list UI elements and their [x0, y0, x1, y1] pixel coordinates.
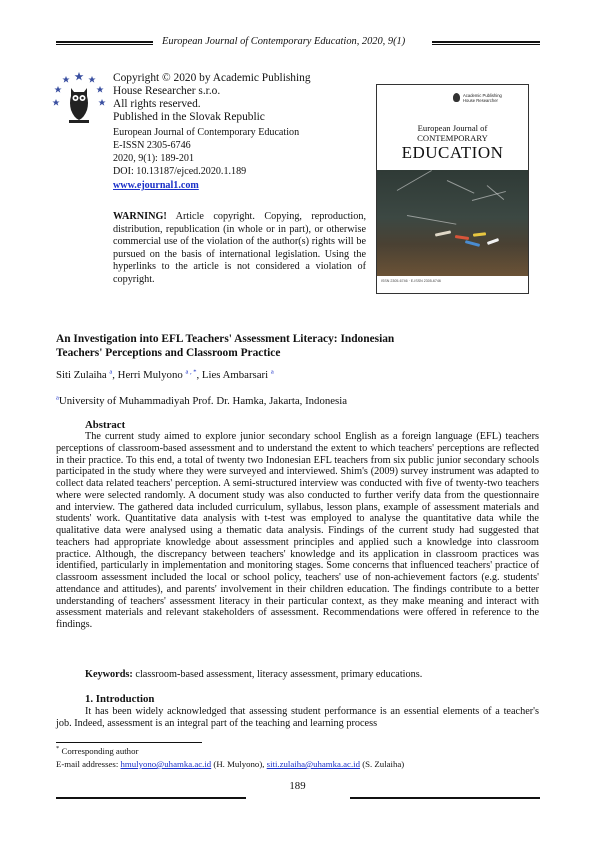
footer-rule-left: [56, 797, 246, 799]
cover-footer: ISSN 2305-6746 · E-ISSN 2305-6746: [381, 279, 441, 283]
footnote-emails: E-mail addresses: hmulyono@uhamka.ac.id (H. Mulyono), siti.zulaiha@uhamka.ac.id (S. Zulaiha): [56, 759, 405, 769]
running-header: European Journal of Contemporary Education, 2020, 9(1): [162, 36, 406, 47]
journal-name: European Journal of Contemporary Education: [113, 127, 300, 138]
owl-stars-logo-icon: [52, 70, 106, 126]
footnote-corresponding: * Corresponding author: [56, 745, 139, 756]
publisher-owl-icon: [453, 93, 460, 102]
article-title: An Investigation into EFL Teachers' Assessment Literacy: Indonesian Teachers' Perceptions and Classroom Practice: [56, 333, 395, 359]
email-link[interactable]: hmulyono@uhamka.ac.id: [120, 759, 212, 769]
page-number: 189: [289, 780, 306, 792]
copyright-publisher: House Researcher s.r.o.: [113, 85, 221, 97]
introduction-text: It has been widely acknowledged that assessing student performance is an essential elements of a teacher's job. Indeed, assessment is an integral part of the teaching and learning process: [56, 706, 539, 730]
cover-title-large: EDUCATION: [401, 143, 504, 162]
issn: E-ISSN 2305-6746: [113, 140, 191, 151]
email-link[interactable]: siti.zulaiha@uhamka.ac.id: [266, 759, 361, 769]
keywords: Keywords: classroom-based assessment, literacy assessment, primary educations.: [85, 669, 423, 680]
doi: DOI: 10.13187/ejced.2020.1.189: [113, 166, 247, 177]
chalkboard-photo: [377, 170, 528, 276]
volume-pages: 2020, 9(1): 189-201: [113, 153, 195, 164]
footer-rule-right: [350, 797, 540, 799]
author-name: , Herri Mulyono: [112, 369, 183, 381]
abstract-text: The current study aimed to explore junior secondary school English as a foreign language (EFL) teachers perceptions of classroom-based assessment and to understand the extent to which teachers' perceptions are reflected in their practice. To this end, a total of twenty two Indonesian EFL teachers from six public junior secondary schools participated in the study where they were surveyed and interviewed. Shim's (2009) survey instrument was adapted to collect data related teachers' perception. A semi-structured interview was conducted with five of twenty-two teachers where were selected randomly. A document study was also conducted to further verify data from the questionnaire and interview. The gathered data included curriculum, syllabus, lesson plans, example of assessment materials and students' work. Quantitative data analysis with t-test was employed to analyse the quantitative data while the qualitative data were analysed using a thematic data analysis. Findings of the current study had suggested that teachers had appropriate knowledge about assessment principles and applied such a knowledge into classroom practice. Although, the discrepancy between teachers' knowledge and its application in classroom practices was identified, particularly in implementation and monitoring stages. Some concerns that influenced teachers' practice of classroom assessment included the local or school policy, teachers' use of non-achievement factors (e.g. students' attendance and attitudes), and parents' involvement in their children education. The findings contribute to a better understanding of teachers' assessment literacy in their particular context, as they make meaning and interact with assessment materials and relevant stakeholders of assessment. Recommendations were offered in reference to the findings.: [56, 431, 539, 630]
rights-reserved: All rights reserved.: [113, 98, 201, 110]
footnote-rule: [56, 742, 202, 743]
journal-cover-image: [376, 84, 529, 294]
journal-website-link[interactable]: www.ejournal1.com: [113, 180, 199, 191]
header-rule-left: [56, 41, 153, 43]
cover-title-small: European Journal of CONTEMPORARY: [417, 123, 488, 143]
section-heading-introduction: 1. Introduction: [85, 693, 155, 705]
author-name: Siti Zulaiha: [56, 369, 107, 381]
copyright-warning: [113, 211, 366, 287]
copyright-line: Copyright © 2020 by Academic Publishing: [113, 72, 311, 84]
abstract-heading: Abstract: [85, 419, 126, 431]
author-list: Siti Zulaiha $^a$, Herri Mulyono $^{a , *}$, Lies Ambarsari $^a$: [56, 368, 274, 381]
published-in: Published in the Slovak Republic: [113, 111, 265, 123]
cover-publisher: Academic Publishing House Researcher: [463, 93, 502, 103]
affiliation: $^a$University of Muhammadiyah Prof. Dr. Hamka, Jakarta, Indonesia: [56, 394, 348, 407]
header-rule-right: [432, 41, 540, 43]
author-name: , Lies Ambarsari: [196, 369, 269, 381]
warning-text: Article copyright. Copying, reproduction, distribution, republication (in whole or in part), or otherwise commercial use of the violation of the author(s) rights will be pursued on the basis of international legislation. Using the hyperlinks to the article is not considered a violation of copyright.: [113, 211, 366, 285]
warning-label: WARNING!: [113, 211, 167, 222]
